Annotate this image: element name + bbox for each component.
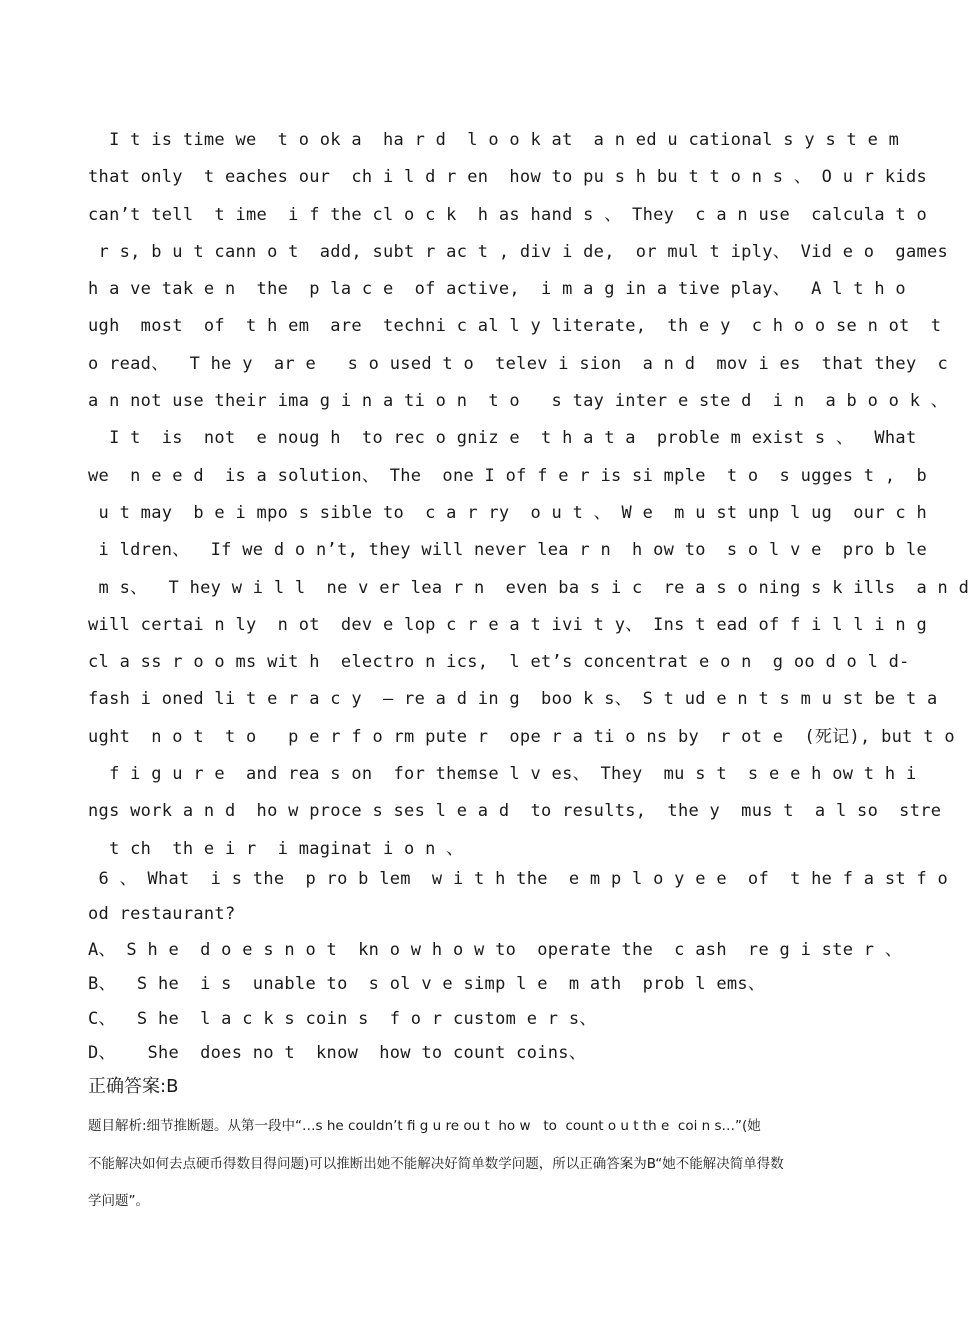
passage-line: will certai n ly n ot dev e lop c r e a t ivi t y、 Ins t ead of f i l l i n g (88, 614, 928, 635)
option-c: C、 S he l a c k s coin s f o r custom e r s、 (88, 1008, 597, 1029)
explanation-line: 学问题”。 (88, 1193, 149, 1209)
passage-line: ngs work a n d ho w proce s ses l e a d to results, the y mus t a l so stre (88, 801, 942, 822)
passage-line: that only t eaches our ch i l d r en how to pu s h bu t t o n s 、 O u r kids (88, 167, 928, 188)
passage-line: o read、 T he y ar e s o used t o telev i sion a n d mov i es that they c (88, 353, 949, 374)
explanation-line: 不能解决如何去点硬币得数目得问题)可以推断出她不能解决好简单数学问题，所以正确答案为B“她不能解决简单得数 (88, 1155, 784, 1172)
passage-line: m s、 T hey w i l l ne v er lea r n even ba s i c re a s o ning s k ills a n d (88, 577, 969, 598)
option-d: D、 She does no t know how to count coins、 (88, 1042, 587, 1063)
passage-line: r s, b u t cann o t add, subt r ac t , div i de, or mul t iply、 Vid e o games (88, 241, 949, 262)
passage-line: can’t tell t ime i f the cl o c k h as hand s 、 They c a n use calcula t o (88, 204, 928, 225)
question-line: 6 、 What i s the p ro b lem w i t h the e m p l o y e e of t he f a st f o (88, 869, 949, 889)
passage-line: we n e e d is a solution、 The one I of f e r is si mple t o s ugges t , b (88, 465, 928, 486)
answer-options (88, 933, 903, 1070)
option-a: A、 S h e d o e s n o t kn o w h o w to operate the c ash re g i ste r 、 (88, 940, 903, 960)
passage-line: h a ve tak e n the p la c e of active, i m a g in a tive play、 A l t h o (88, 279, 906, 300)
passage-line: f i g u r e and rea s on for themse l v es、 They mu s t s e e h ow t h i (88, 764, 917, 785)
passage-line: I t is time we t o ok a ha r d l o o k at a n ed u cational s y s t e m (88, 130, 900, 150)
passage-line: a n not use their ima g i n a ti o n t o s tay inter e ste d i n a b o o k 、 (88, 391, 949, 412)
question-stem (88, 862, 949, 932)
option-b: B、 S he i s unable to s ol v e simp l e m ath prob l ems、 (88, 974, 766, 995)
passage-line: t ch th e i r i maginat i o n 、 (88, 838, 464, 859)
passage-line: u t may b e i mpo s sible to c a r ry o u t 、 W e m u st unp l ug our c h (88, 502, 928, 523)
passage-line: ugh most of t h em are techni c al l y literate, th e y c h o o se n ot t (88, 316, 942, 337)
passage-line: i ldren、 If we d o n’t, they will never lea r n h ow to s o l v e pro b le (88, 540, 928, 561)
passage-line: cl a ss r o o ms wit h electro n ics, l et’s concentrat e o n g oo d o l d- (88, 652, 910, 673)
reading-passage (88, 122, 969, 868)
explanation-line: 题目解析:细节推断题。从第一段中“…s he couldn’t fi g u re ou t ho w to count o u t th e coi n s…”(她 (88, 1118, 761, 1134)
passage-line: I t is not e noug h to rec o gniz e t h a t a proble m exist s 、 What (88, 428, 917, 449)
passage-line: fash i oned li t e r a c y — re a d in g boo k s、 S t ud e n t s m u st be t a (88, 689, 938, 710)
correct-answer: 正确答案:B (88, 1076, 179, 1097)
question-line: od restaurant? (88, 904, 236, 924)
answer-explanation (88, 1108, 868, 1221)
passage-line: ught n o t t o p e r f o rm pute r ope r a ti o ns by r ot e (死记), but t o (88, 726, 955, 747)
